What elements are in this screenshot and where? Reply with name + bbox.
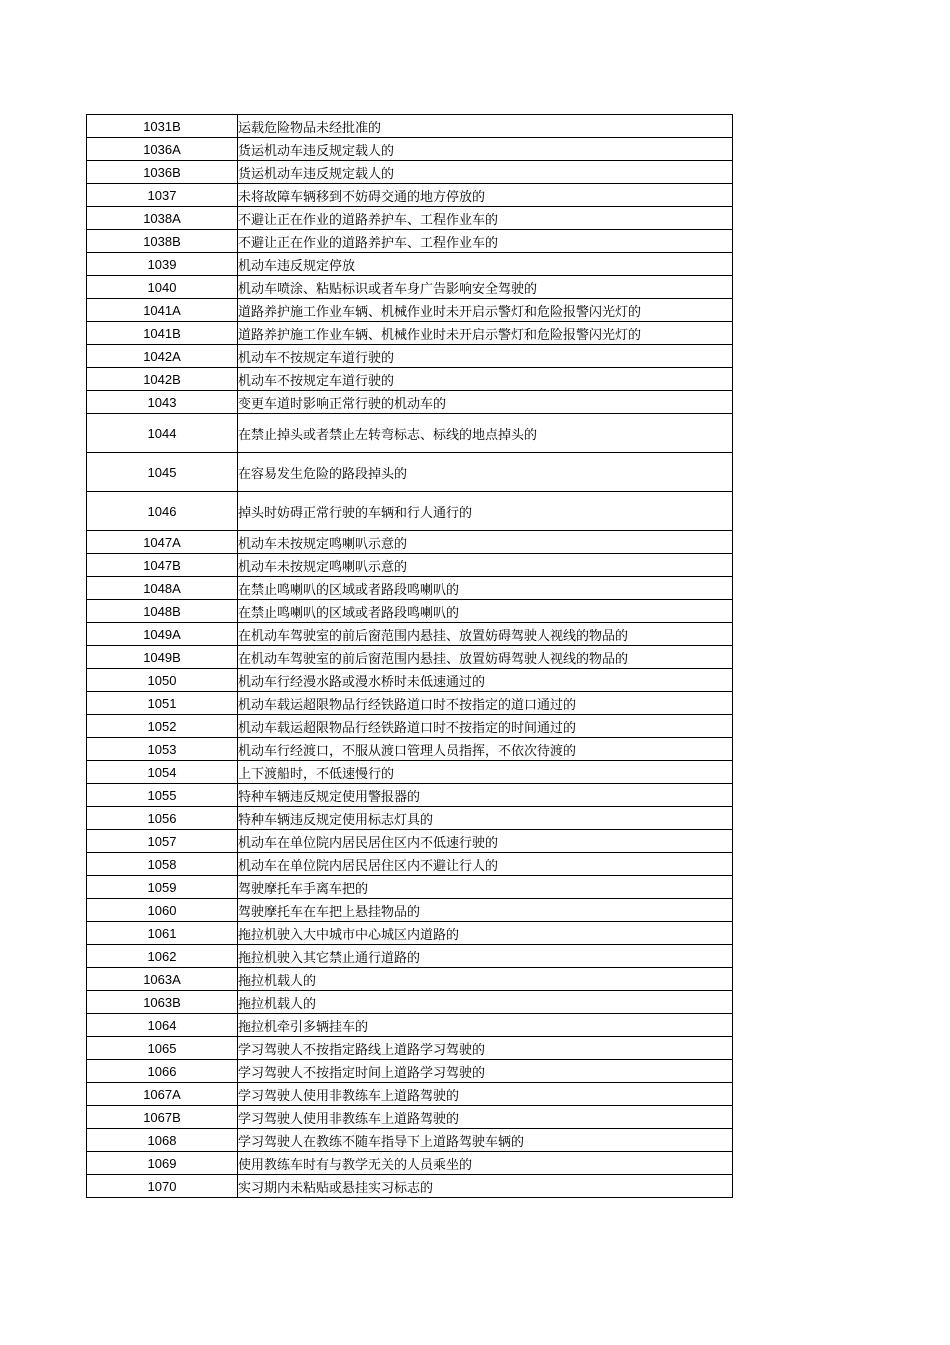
violation-code-cell: 1057 [87,830,238,853]
table-row [87,184,733,207]
violation-code-cell: 1043 [87,391,238,414]
violation-code-cell: 1070 [87,1175,238,1198]
table-row [87,345,733,368]
violation-description-cell: 学习驾驶人不按指定路线上道路学习驾驶的 [238,1037,733,1060]
table-row [87,1106,733,1129]
violation-description-cell: 机动车在单位院内居民居住区内不低速行驶的 [238,830,733,853]
violation-code-cell: 1055 [87,784,238,807]
violation-description-cell: 驾驶摩托车手离车把的 [238,876,733,899]
table-row [87,115,733,138]
violation-code-cell: 1038A [87,207,238,230]
violation-description-cell: 特种车辆违反规定使用警报器的 [238,784,733,807]
table-row [87,807,733,830]
violation-description-cell: 不避让正在作业的道路养护车、工程作业车的 [238,230,733,253]
violation-code-cell: 1038B [87,230,238,253]
violation-description-cell: 掉头时妨碍正常行驶的车辆和行人通行的 [238,492,733,531]
table-row [87,1152,733,1175]
violation-description-cell: 机动车喷涂、粘贴标识或者车身广告影响安全驾驶的 [238,276,733,299]
table-row [87,531,733,554]
violation-description-cell: 拖拉机载人的 [238,991,733,1014]
violation-code-cell: 1060 [87,899,238,922]
table-row [87,646,733,669]
table-row [87,391,733,414]
violation-code-cell: 1048B [87,600,238,623]
violation-code-cell: 1036B [87,161,238,184]
violation-code-cell: 1044 [87,414,238,453]
violation-code-table [86,114,733,1198]
violation-description-cell: 驾驶摩托车在车把上悬挂物品的 [238,899,733,922]
table-row [87,1175,733,1198]
table-row [87,577,733,600]
violation-code-cell: 1063A [87,968,238,991]
violation-code-cell: 1042A [87,345,238,368]
violation-code-cell: 1067B [87,1106,238,1129]
violation-description-cell: 使用教练车时有与教学无关的人员乘坐的 [238,1152,733,1175]
table-row [87,853,733,876]
violation-code-cell: 1041B [87,322,238,345]
violation-description-cell: 在禁止掉头或者禁止左转弯标志、标线的地点掉头的 [238,414,733,453]
violation-description-cell: 拖拉机驶入其它禁止通行道路的 [238,945,733,968]
table-row [87,368,733,391]
violation-code-cell: 1042B [87,368,238,391]
violation-code-cell: 1047B [87,554,238,577]
violation-description-cell: 机动车载运超限物品行经铁路道口时不按指定的道口通过的 [238,692,733,715]
violation-description-cell: 机动车不按规定车道行驶的 [238,368,733,391]
violation-code-cell: 1065 [87,1037,238,1060]
table-row [87,600,733,623]
violation-code-cell: 1037 [87,184,238,207]
violation-description-cell: 道路养护施工作业车辆、机械作业时未开启示警灯和危险报警闪光灯的 [238,299,733,322]
table-row [87,715,733,738]
violation-description-cell: 在容易发生危险的路段掉头的 [238,453,733,492]
violation-code-cell: 1061 [87,922,238,945]
violation-description-cell: 机动车行经漫水路或漫水桥时未低速通过的 [238,669,733,692]
violation-code-cell: 1040 [87,276,238,299]
violation-description-cell: 运载危险物品未经批准的 [238,115,733,138]
violation-code-cell: 1045 [87,453,238,492]
violation-description-cell: 在机动车驾驶室的前后窗范围内悬挂、放置妨碍驾驶人视线的物品的 [238,623,733,646]
violation-code-cell: 1064 [87,1014,238,1037]
table-row [87,1129,733,1152]
table-row [87,784,733,807]
table-row [87,899,733,922]
table-row [87,253,733,276]
violation-description-cell: 在机动车驾驶室的前后窗范围内悬挂、放置妨碍驾驶人视线的物品的 [238,646,733,669]
violation-code-cell: 1039 [87,253,238,276]
table-row [87,1014,733,1037]
violation-description-cell: 不避让正在作业的道路养护车、工程作业车的 [238,207,733,230]
violation-code-cell: 1048A [87,577,238,600]
table-row [87,1060,733,1083]
table-row [87,276,733,299]
violation-code-cell: 1051 [87,692,238,715]
table-row [87,161,733,184]
table-row [87,876,733,899]
table-row [87,830,733,853]
violation-code-cell: 1058 [87,853,238,876]
table-row [87,692,733,715]
table-row [87,922,733,945]
violation-code-cell: 1049A [87,623,238,646]
violation-code-cell: 1059 [87,876,238,899]
table-row [87,230,733,253]
table-row [87,1037,733,1060]
table-row [87,991,733,1014]
table-row [87,669,733,692]
violation-code-cell: 1050 [87,669,238,692]
table-row [87,1083,733,1106]
violation-code-cell: 1046 [87,492,238,531]
violation-code-cell: 1063B [87,991,238,1014]
violation-description-cell: 机动车不按规定车道行驶的 [238,345,733,368]
violation-description-cell: 货运机动车违反规定载人的 [238,161,733,184]
violation-description-cell: 道路养护施工作业车辆、机械作业时未开启示警灯和危险报警闪光灯的 [238,322,733,345]
violation-description-cell: 拖拉机载人的 [238,968,733,991]
violation-description-cell: 未将故障车辆移到不妨碍交通的地方停放的 [238,184,733,207]
violation-code-cell: 1036A [87,138,238,161]
violation-code-cell: 1049B [87,646,238,669]
violation-code-cell: 1069 [87,1152,238,1175]
table-row [87,738,733,761]
violation-description-cell: 拖拉机牵引多辆挂车的 [238,1014,733,1037]
table-row [87,554,733,577]
table-row [87,138,733,161]
violation-description-cell: 机动车在单位院内居民居住区内不避让行人的 [238,853,733,876]
table-body [87,115,733,1198]
violation-description-cell: 学习驾驶人不按指定时间上道路学习驾驶的 [238,1060,733,1083]
violation-code-cell: 1053 [87,738,238,761]
violation-description-cell: 变更车道时影响正常行驶的机动车的 [238,391,733,414]
violation-code-cell: 1056 [87,807,238,830]
table-row [87,414,733,453]
violation-description-cell: 拖拉机驶入大中城市中心城区内道路的 [238,922,733,945]
violation-description-cell: 特种车辆违反规定使用标志灯具的 [238,807,733,830]
violation-code-cell: 1067A [87,1083,238,1106]
violation-code-cell: 1062 [87,945,238,968]
table-row [87,207,733,230]
violation-description-cell: 在禁止鸣喇叭的区域或者路段鸣喇叭的 [238,600,733,623]
violation-description-cell: 机动车违反规定停放 [238,253,733,276]
violation-description-cell: 学习驾驶人在教练不随车指导下上道路驾驶车辆的 [238,1129,733,1152]
violation-code-cell: 1068 [87,1129,238,1152]
violation-description-cell: 上下渡船时，不低速慢行的 [238,761,733,784]
violation-description-cell: 机动车行经渡口，不服从渡口管理人员指挥，不依次待渡的 [238,738,733,761]
table-row [87,623,733,646]
violation-code-cell: 1054 [87,761,238,784]
violation-description-cell: 学习驾驶人使用非教练车上道路驾驶的 [238,1106,733,1129]
table-row [87,945,733,968]
table-row [87,453,733,492]
table-row [87,492,733,531]
violation-code-cell: 1066 [87,1060,238,1083]
table-row [87,968,733,991]
violation-code-cell: 1047A [87,531,238,554]
violation-description-cell: 学习驾驶人使用非教练车上道路驾驶的 [238,1083,733,1106]
table-row [87,761,733,784]
violation-description-cell: 机动车未按规定鸣喇叭示意的 [238,531,733,554]
violation-code-cell: 1031B [87,115,238,138]
violation-code-cell: 1052 [87,715,238,738]
violation-description-cell: 货运机动车违反规定载人的 [238,138,733,161]
table-row [87,322,733,345]
violation-description-cell: 机动车未按规定鸣喇叭示意的 [238,554,733,577]
violation-description-cell: 实习期内未粘贴或悬挂实习标志的 [238,1175,733,1198]
violation-code-cell: 1041A [87,299,238,322]
violation-description-cell: 机动车载运超限物品行经铁路道口时不按指定的时间通过的 [238,715,733,738]
violation-description-cell: 在禁止鸣喇叭的区域或者路段鸣喇叭的 [238,577,733,600]
table-row [87,299,733,322]
